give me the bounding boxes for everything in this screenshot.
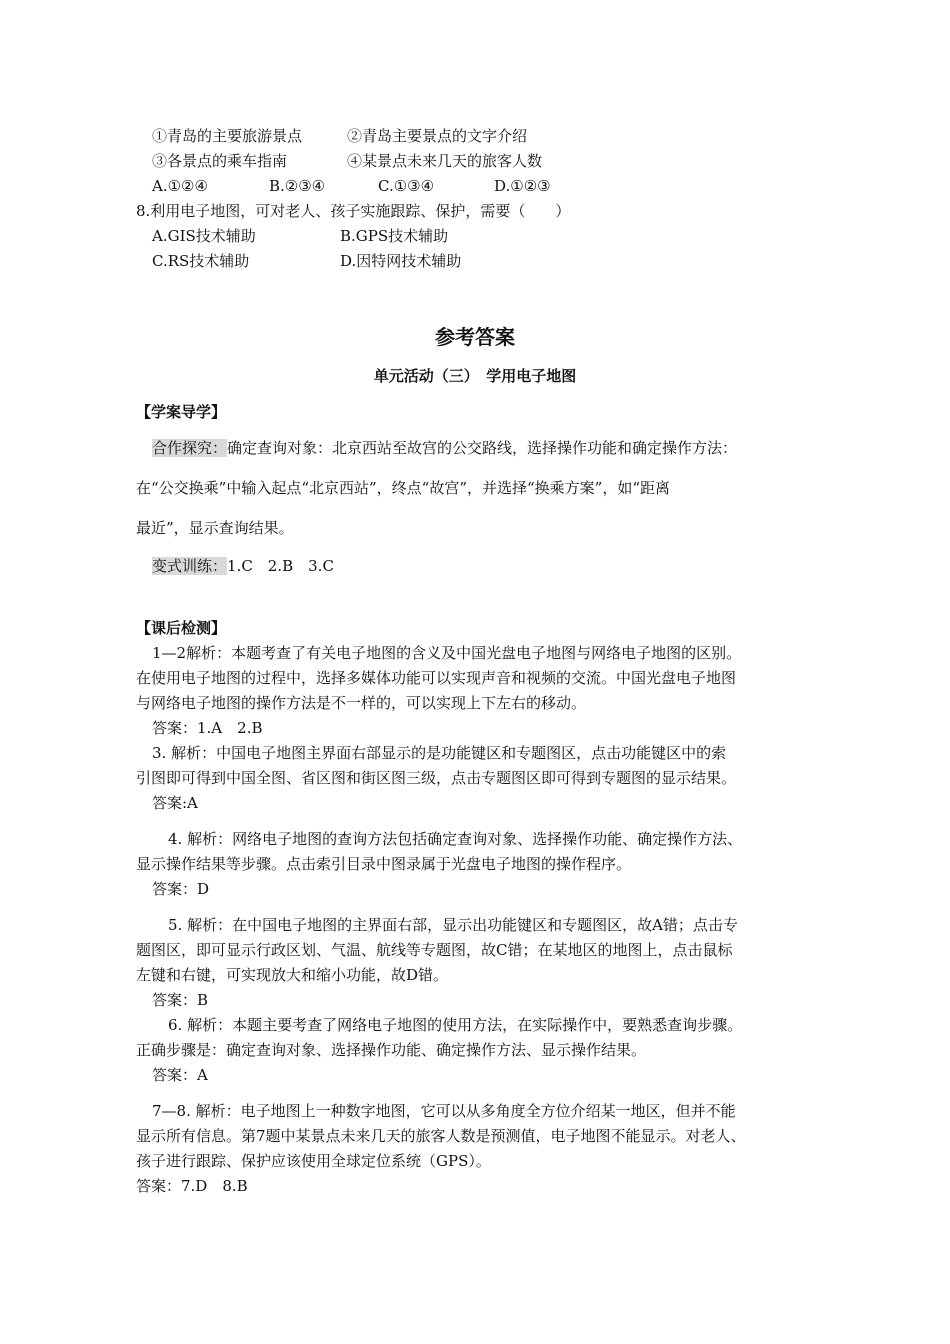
coop-line-3: 最近”，显示查询结果。: [136, 519, 294, 537]
answers-title: 参考答案: [435, 325, 515, 349]
variant-text: 1.C 2.B 3.C: [227, 557, 334, 575]
coop-text-1: 确定查询对象：北京西站至故宫的公交路线，选择操作功能和确定操作方法：: [227, 439, 738, 457]
a4-line-2: 显示操作结果等步骤。点击索引目录中图录属于光盘电子地图的操作程序。: [136, 855, 632, 873]
a78-line-1: 7—8. 解析：电子地图上一种数字地图，它可以从多角度全方位介绍某一地区，但并不能: [152, 1102, 736, 1120]
q7-item-4: ④某景点未来几天的旅客人数: [347, 152, 543, 170]
a12-line-2: 在使用电子地图的过程中，选择多媒体功能可以实现声音和视频的交流。中国光盘电子地图: [136, 669, 737, 687]
a3-answer: 答案:A: [152, 794, 198, 812]
q7-option-c: C.①③④: [378, 177, 435, 195]
q7-item-1: ①青岛的主要旅游景点: [152, 127, 303, 145]
a5-answer: 答案：B: [152, 991, 209, 1009]
q7-item-3: ③各景点的乘车指南: [152, 152, 288, 170]
coop-line-1: [152, 438, 737, 458]
a6-line-1: 6. 解析：本题主要考查了网络电子地图的使用方法，在实际操作中，要熟悉查询步骤。: [168, 1016, 743, 1034]
a78-line-3: 孩子进行跟踪、保护应该使用全球定位系统（GPS）。: [136, 1152, 491, 1170]
a12-line-3: 与网络电子地图的操作方法是不一样的，可以实现上下左右的移动。: [136, 694, 587, 712]
a12-answer: 答案：1.A 2.B: [152, 719, 263, 737]
guide-heading: 【学案导学】: [136, 403, 227, 421]
a6-line-2: 正确步骤是：确定查询对象、选择操作功能、确定操作方法、显示操作结果。: [136, 1041, 647, 1059]
a78-line-2: 显示所有信息。第7题中某景点未来几天的旅客人数是预测值，电子地图不能显示。对老人、: [136, 1127, 746, 1145]
q7-option-b: B.②③④: [269, 177, 326, 195]
a5-line-3: 左键和右键，可实现放大和缩小功能，故D错。: [136, 966, 449, 984]
a6-answer: 答案：A: [152, 1066, 208, 1084]
a3-line-2: 引图即可得到中国全图、省区图和街区图三级，点击专题图区即可得到专题图的显示结果。: [136, 769, 737, 787]
a78-answer: 答案：7.D 8.B: [136, 1177, 248, 1195]
a5-line-2: 题图区，即可显示行政区划、气温、航线等专题图，故C错；在某地区的地图上，点击鼠标: [136, 941, 733, 959]
q8-option-d: D.因特网技术辅助: [340, 252, 462, 270]
q7-option-a: A.①②④: [152, 177, 208, 195]
answers-subtitle: 单元活动（三） 学用电子地图: [373, 367, 577, 385]
coop-line-2: 在“公交换乘”中输入起点“北京西站”，终点“故宫”，并选择“换乘方案”，如“距离: [136, 479, 671, 497]
a4-answer: 答案：D: [152, 880, 210, 898]
coop-label: 合作探究：: [152, 439, 228, 457]
a4-line-1: 4. 解析：网络电子地图的查询方法包括确定查询对象、选择操作功能、确定操作方法、: [168, 830, 743, 848]
q8-option-a: A.GIS技术辅助: [152, 227, 256, 245]
q7-option-d: D.①②③: [494, 177, 551, 195]
variant-label: 变式训练：: [152, 557, 228, 575]
variant-line: [152, 556, 334, 576]
a5-line-1: 5. 解析：在中国电子地图的主界面右部，显示出功能键区和专题图区，故A错；点击专: [168, 916, 738, 934]
q8-option-b: B.GPS技术辅助: [340, 227, 449, 245]
a3-line-1: 3. 解析：中国电子地图主界面右部显示的是功能键区和专题图区，点击功能键区中的索: [152, 744, 727, 762]
q8-question: 8.利用电子地图，可对老人、孩子实施跟踪、保护，需要（ ）: [136, 202, 571, 220]
a12-line-1: 1—2解析：本题考查了有关电子地图的含义及中国光盘电子地图与网络电子地图的区别。: [152, 644, 742, 662]
check-heading: 【课后检测】: [136, 619, 227, 637]
q8-option-c: C.RS技术辅助: [152, 252, 250, 270]
q7-item-2: ②青岛主要景点的文字介绍: [347, 127, 528, 145]
